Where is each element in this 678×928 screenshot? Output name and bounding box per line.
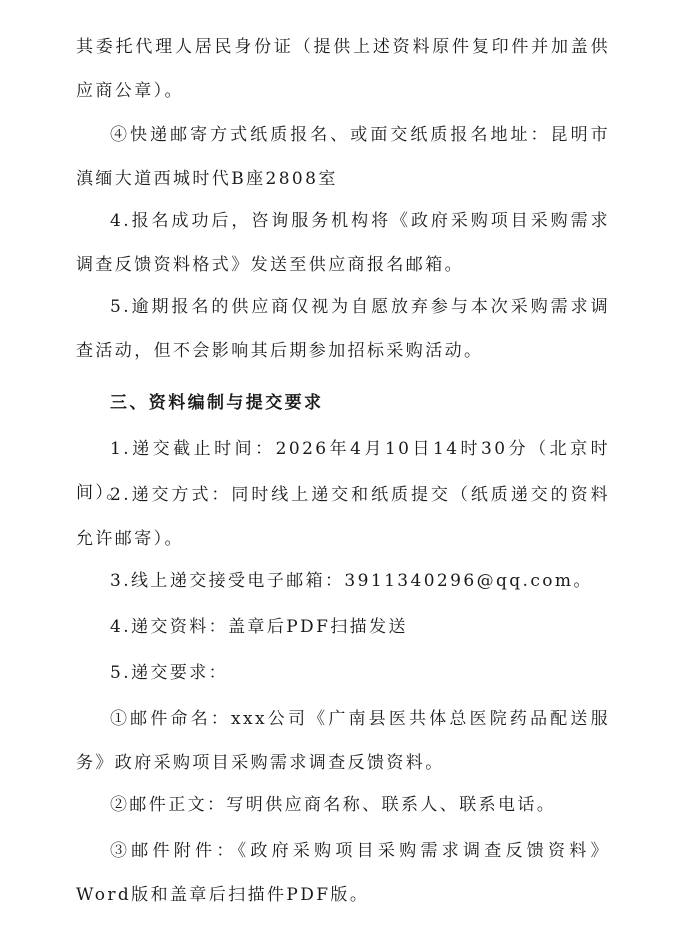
paragraph-submission-materials: 4.递交资料：盖章后PDF扫描发送 <box>110 617 408 637</box>
paragraph-express-mail-address: ④快递邮寄方式纸质报名、或面交纸质报名地址：昆明市滇缅大道西城时代B座2808室 <box>76 125 610 189</box>
paragraph-email-body: ②邮件正文：写明供应商名称、联系人、联系电话。 <box>110 795 557 815</box>
paragraph-id-card-continuation: 其委托代理人居民身份证（提供上述资料原件复印件并加盖供应商公章）。 <box>76 37 610 101</box>
paragraph-email-naming: ①邮件命名：xxx公司《广南县医共体总医院药品配送服务》政府采购项目采购需求调查反馈资料。 <box>76 709 610 773</box>
paragraph-registration-success: 4.报名成功后，咨询服务机构将《政府采购项目采购需求调查反馈资料格式》发送至供应商报名邮箱。 <box>76 211 610 275</box>
paragraph-submission-method: 2.递交方式：同时线上递交和纸质提交（纸质递交的资料允许邮寄）。 <box>76 485 610 549</box>
paragraph-submission-requirements: 5.递交要求： <box>110 663 229 683</box>
paragraph-deadline: 1.递交截止时间：2026年4月10日14时30分（北京时间）。 <box>76 439 610 503</box>
paragraph-email-attachment: ③邮件附件：《政府采购项目采购需求调查反馈资料》Word版和盖章后扫描件PDF版。 <box>76 841 610 905</box>
section-heading-submission-requirements: 三、资料编制与提交要求 <box>110 393 324 413</box>
paragraph-late-registration: 5.逾期报名的供应商仅视为自愿放弃参与本次采购需求调查活动，但不会影响其后期参加招标采购活动。 <box>76 297 610 361</box>
paragraph-online-email: 3.线上递交接受电子邮箱：3911340296@qq.com。 <box>110 571 593 591</box>
